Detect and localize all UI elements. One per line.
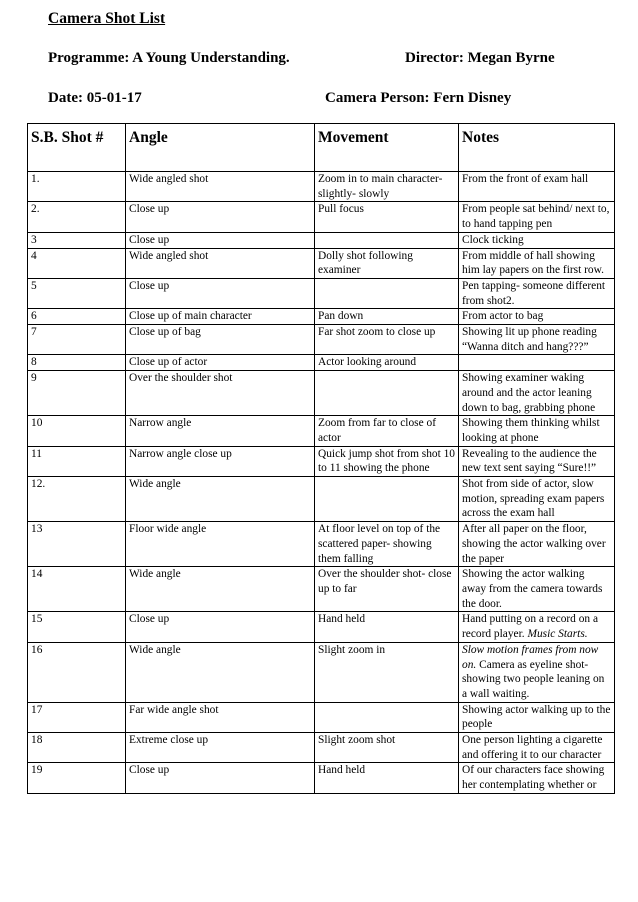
movement-cell [315, 371, 459, 416]
notes-cell [459, 232, 615, 248]
notes-text: Showing actor walking up to the people [462, 703, 611, 731]
angle-cell: Close up of main character [126, 309, 315, 325]
table-row [28, 309, 615, 325]
camera-person-label: Camera Person: Fern Disney [325, 90, 512, 106]
notes-cell [459, 702, 615, 732]
notes-text: Camera as eyeline shot- showing two people leaning on a wall waiting. [462, 658, 605, 700]
table-row [28, 446, 615, 476]
notes-text: Shot from side of actor, slow motion, spreading exam papers across the exam hall [462, 478, 605, 520]
shot-number-cell: 13 [28, 522, 126, 567]
table-row [28, 248, 615, 278]
director-label: Director: Megan Byrne [405, 50, 555, 66]
shot-number-cell: 5 [28, 278, 126, 308]
notes-text: Showing lit up phone reading “Wanna ditch and hang???” [462, 326, 597, 353]
table-row [28, 477, 615, 522]
shot-rows [28, 172, 615, 794]
movement-cell: Hand held [315, 763, 459, 793]
shot-list-table [27, 123, 615, 794]
notes-text: Revealing to the audience the new text sent saying “Sure!!” [462, 447, 597, 475]
movement-cell [315, 232, 459, 248]
shot-number-cell: 2. [28, 202, 126, 232]
table-row [28, 325, 615, 355]
angle-cell: Close up [126, 612, 315, 642]
table-row [28, 232, 615, 248]
programme-label: Programme: A Young Understanding. [48, 50, 290, 66]
header-angle: Angle [126, 124, 315, 172]
header-movement: Movement [315, 124, 459, 172]
notes-cell [459, 763, 615, 793]
notes-cell [459, 172, 615, 202]
shot-number-cell: 17 [28, 702, 126, 732]
movement-cell: Pan down [315, 309, 459, 325]
notes-text: Showing the actor walking away from the camera towards the door. [462, 568, 603, 610]
shot-number-cell: 11 [28, 446, 126, 476]
notes-cell [459, 642, 615, 702]
angle-cell: Close up [126, 278, 315, 308]
angle-cell: Close up [126, 232, 315, 248]
table-header-row [28, 124, 615, 172]
table-row [28, 642, 615, 702]
movement-cell: At floor level on top of the scattered paper- showing them falling [315, 522, 459, 567]
movement-cell: Slight zoom in [315, 642, 459, 702]
angle-cell: Close up [126, 202, 315, 232]
table-row [28, 567, 615, 612]
notes-text: After all paper on the floor, showing the actor walking over the paper [462, 523, 606, 565]
notes-cell [459, 612, 615, 642]
movement-cell: Far shot zoom to close up [315, 325, 459, 355]
header-shot: S.B. Shot # [28, 124, 126, 172]
notes-text: From actor to bag [462, 310, 544, 323]
shot-number-cell: 6 [28, 309, 126, 325]
notes-text: Hand putting on a record on a record player. [462, 613, 599, 641]
shot-number-cell: 7 [28, 325, 126, 355]
shot-number-cell: 1. [28, 172, 126, 202]
table-row [28, 733, 615, 763]
movement-cell: Hand held [315, 612, 459, 642]
table-row [28, 355, 615, 371]
notes-cell [459, 477, 615, 522]
notes-cell [459, 325, 615, 355]
movement-cell: Actor looking around [315, 355, 459, 371]
document-title: Camera Shot List [48, 10, 166, 27]
shot-number-cell: 18 [28, 733, 126, 763]
angle-cell: Close up of actor [126, 355, 315, 371]
notes-cell [459, 371, 615, 416]
shot-number-cell: 19 [28, 763, 126, 793]
notes-text: Of our characters face showing her contemplating whether or [462, 764, 605, 792]
date-label: Date: 05-01-17 [48, 90, 142, 106]
shot-number-cell: 12. [28, 477, 126, 522]
notes-italic-text: Slow motion frames from now on. [462, 643, 599, 671]
angle-cell: Close up [126, 763, 315, 793]
notes-text: From the front of exam hall [462, 173, 589, 185]
angle-cell: Far wide angle shot [126, 702, 315, 732]
shot-number-cell: 10 [28, 416, 126, 446]
notes-cell [459, 567, 615, 612]
table-row [28, 612, 615, 642]
notes-cell [459, 522, 615, 567]
notes-cell [459, 278, 615, 308]
movement-cell: Over the shoulder shot- close up to far [315, 567, 459, 612]
angle-cell: Floor wide angle [126, 522, 315, 567]
notes-text: Pen tapping- someone different from shot2. [462, 279, 606, 307]
shot-number-cell: 4 [28, 248, 126, 278]
movement-cell: Slight zoom shot [315, 733, 459, 763]
header-notes: Notes [459, 124, 615, 172]
angle-cell: Extreme close up [126, 733, 315, 763]
notes-cell [459, 355, 615, 371]
angle-cell: Wide angle [126, 567, 315, 612]
angle-cell: Over the shoulder shot [126, 371, 315, 416]
shot-number-cell: 16 [28, 642, 126, 702]
notes-text: Showing examiner waking around and the actor leaning down to bag, grabbing phone [462, 372, 596, 414]
notes-cell [459, 446, 615, 476]
table-row [28, 763, 615, 793]
movement-cell: Quick jump shot from shot 10 to 11 showing the phone [315, 446, 459, 476]
angle-cell: Narrow angle [126, 416, 315, 446]
table-row [28, 416, 615, 446]
notes-cell [459, 416, 615, 446]
angle-cell: Close up of bag [126, 325, 315, 355]
angle-cell: Narrow angle close up [126, 446, 315, 476]
notes-text: From people sat behind/ next to, to hand tapping pen [462, 203, 610, 231]
notes-text: Showing them thinking whilst looking at phone [462, 417, 600, 444]
notes-text: Clock ticking [462, 233, 524, 246]
table-row [28, 172, 615, 202]
movement-cell: Zoom from far to close of actor [315, 416, 459, 446]
table-row [28, 702, 615, 732]
table-row [28, 522, 615, 567]
shot-number-cell: 3 [28, 232, 126, 248]
angle-cell: Wide angled shot [126, 172, 315, 202]
angle-cell: Wide angle [126, 477, 315, 522]
shot-number-cell: 8 [28, 355, 126, 371]
notes-text: From middle of hall showing him lay papers on the first row. [462, 249, 604, 277]
movement-cell: Pull focus [315, 202, 459, 232]
table-row [28, 278, 615, 308]
movement-cell [315, 278, 459, 308]
table-row [28, 371, 615, 416]
notes-cell [459, 248, 615, 278]
movement-cell [315, 477, 459, 522]
shot-number-cell: 14 [28, 567, 126, 612]
shot-number-cell: 15 [28, 612, 126, 642]
movement-cell: Zoom in to main character- slightly- slowly [315, 172, 459, 202]
notes-text: One person lighting a cigarette and offering it to our character [462, 734, 603, 761]
notes-cell [459, 309, 615, 325]
notes-italic-text: Music Starts. [527, 628, 588, 641]
notes-cell [459, 202, 615, 232]
notes-cell [459, 733, 615, 763]
movement-cell: Dolly shot following examiner [315, 248, 459, 278]
angle-cell: Wide angle [126, 642, 315, 702]
angle-cell: Wide angled shot [126, 248, 315, 278]
movement-cell [315, 702, 459, 732]
table-row [28, 202, 615, 232]
shot-number-cell: 9 [28, 371, 126, 416]
